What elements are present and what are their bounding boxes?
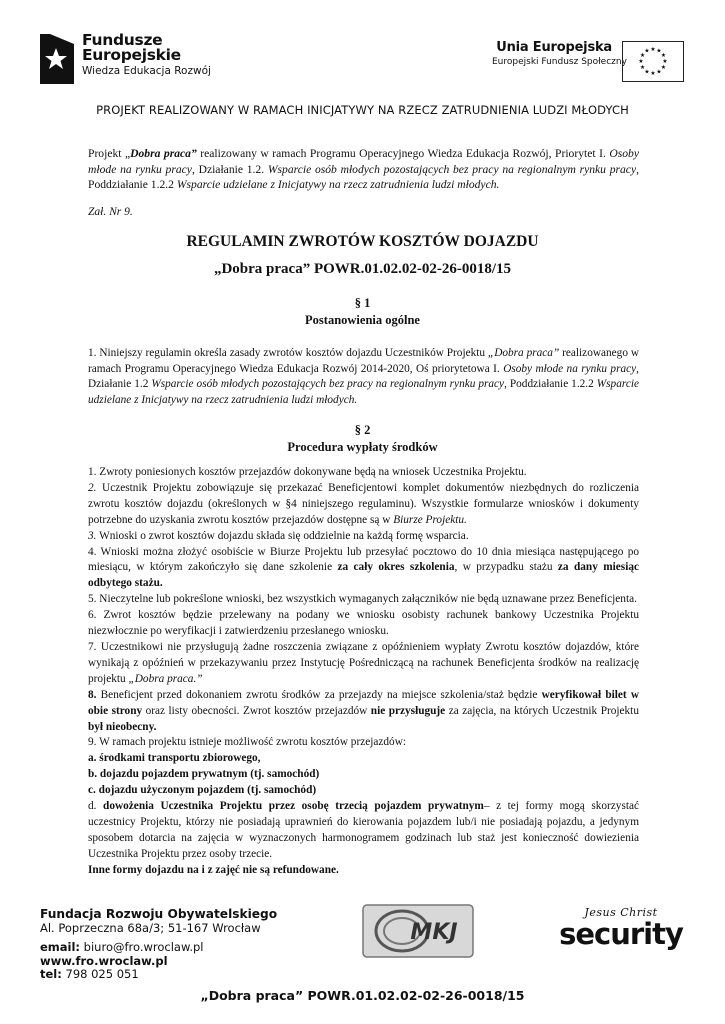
list-item-3: 3. Wnioski o zwrot kosztów dojazdu składa się oddzielnie na każdą formę wsparcia.: [88, 529, 469, 542]
option-b: b. dojazdu pojazdem prywatnym (tj. samochód): [88, 768, 320, 781]
svg-text:★: ★: [656, 68, 662, 76]
list-item-1: 1. Zwroty poniesionych kosztów przejazdów dokonywane będą na wniosek Uczestnika Projektu.: [88, 466, 527, 478]
list-item-8: 8. Beneficjent przed dokonaniem zwrotu środków za przejazdy na miejsce szkolenia/staż będzie weryfikował bilet w obie strony oraz listy obecności. Zwrot kosztów przejazdów nie przysługuje za zajęcia, na których Uczestnik Projektu był nieobecny.: [88, 688, 639, 733]
section-2-heading: Procedura wypłaty środków: [287, 440, 438, 454]
closing-note: Inne formy dojazdu na i z zajęć nie są refundowane.: [88, 863, 339, 876]
svg-text:★: ★: [644, 68, 650, 76]
eu-flag-icon: [622, 41, 684, 82]
ue-logo-line1: Unia Europejska: [496, 40, 612, 55]
project-banner: PROJEKT REALIZOWANY W RAMACH INICJATYWY NA RZECZ ZATRUDNIENIA LUDZI MŁODYCH: [96, 103, 629, 117]
section-1-number: § 1: [354, 296, 371, 310]
list-item-5: 5. Nieczytelne lub pokreślone wnioski, bez wszystkich wymaganych załączników nie będą uznawane przez Beneficjenta.: [88, 593, 637, 606]
svg-text:★: ★: [660, 64, 667, 71]
section-2-number: § 2: [354, 423, 371, 437]
svg-text:★: ★: [650, 70, 656, 77]
option-a: a. środkami transportu zbiorowego,: [88, 752, 261, 765]
fundusze-europejskie-logo: [38, 32, 228, 86]
unia-europejska-logo-text: [492, 40, 627, 67]
section-2-header: [0, 422, 725, 456]
option-c: c. dojazdu użyczonym pojazdem (tj. samochód): [88, 784, 317, 797]
footer-project-code: „Dobra praca” POWR.01.02.02-02-26-0018/15: [200, 988, 525, 1003]
footer-tel: tel: 798 025 051: [40, 967, 139, 981]
svg-text:★: ★: [656, 47, 662, 55]
list-item-4: 4. Wnioski można złożyć osobiście w Biurze Projektu lub przesyłać pocztowo do 10 dnia miesiąca następującego po miesiącu, w którym zakończyło się dane szkolenie za cały okres szkolenia, w przypadku stażu za dany miesiąc odbytego stażu.: [88, 545, 639, 590]
ue-logo-line2: Europejski Fundusz Społeczny: [492, 57, 627, 67]
security-logo-top: Jesus Christ: [584, 906, 658, 919]
fe-logo-line1: Fundusze: [82, 31, 163, 49]
section-2-list: [88, 465, 639, 879]
svg-text:★: ★: [638, 58, 644, 65]
fe-logo-line2: Europejskie: [82, 46, 181, 64]
svg-text:★: ★: [644, 47, 650, 55]
mkj-logo-text: MKJ: [410, 920, 458, 945]
footer-email: email: biuro@fro.wroclaw.pl: [40, 940, 204, 954]
document-subtitle: „Dobra praca” POWR.01.02.02-02-26-0018/15: [213, 261, 512, 277]
list-item-2: 2. Uczestnik Projektu zobowiązuje się przekazać Beneficjentowi komplet dokumentów niezbędnych do rozliczenia zwrotu kosztów dojazdu (określonych w §4 niniejszego regulaminu). Wszystkie formularze wniosków i dokumenty potrzebne do uzyskania zwrotu kosztów przejazdów dostępne są w Biurze Projektu.: [88, 481, 639, 526]
section-1-header: [0, 295, 725, 329]
footer-www[interactable]: www.fro.wroclaw.pl: [40, 953, 168, 968]
section-1-heading: Postanowienia ogólne: [305, 313, 420, 327]
jesus-christ-security-logo: [555, 906, 687, 958]
svg-text:★: ★: [639, 52, 646, 59]
list-item-7: 7. Uczestnikowi nie przysługują żadne roszczenia związane z opóźnieniem wypłaty Zwrotu kosztów dojazdów, które wynikają z opóźnień w przekazywaniu przez Instytucję Pośredniczącą na rachunek Beneficjenta środków na realizację projektu „Dobra praca.”: [88, 640, 639, 685]
svg-text:★: ★: [650, 46, 656, 53]
document-title: REGULAMIN ZWROTÓW KOSZTÓW DOJAZDU: [186, 233, 539, 250]
mkj-logo: [362, 904, 474, 958]
footer-address: Al. Poprzeczna 68a/3; 51-167 Wrocław: [40, 920, 261, 935]
option-d: d. dowożenia Uczestnika Projektu przez osobę trzecią pojazdem prywatnym– z tej formy mogą skorzystać uczestnicy Projektu, którzy nie posiadają uprawnień do kierowania pojazdem lub/i nie posiadają pojazdu, a jedynym sposobem dotarcia na zajęcia w wyznaczonych harmonogramem godzinach lub staż jest konieczność dowiezienia Uczestnika Projektu przez osoby trzecie.: [88, 800, 640, 860]
list-item-6: 6. Zwrot kosztów będzie przelewany na podany we wniosku osobisty rachunek bankowy Uczestnika Projektu niezwłocznie po weryfikacji i zatwierdzeniu przesłanego wniosku.: [88, 609, 639, 638]
svg-text:★: ★: [660, 52, 667, 59]
footer-org-name: Fundacja Rozwoju Obywatelskiego: [40, 907, 278, 921]
svg-text:★: ★: [639, 64, 646, 71]
section-1-paragraph: 1. Niniejszy regulamin określa zasady zwrotów kosztów dojazdu Uczestników Projektu „Dobra praca” realizowanego w ramach Programu Operacyjnego Wiedza Edukacja Rozwój 2014-2020, Oś priorytetowa I. Osoby młode na rynku pracy, Działanie 1.2 Wsparcie osób młodych pozostających bez pracy na regionalnym rynku pracy, Poddziałanie 1.2.2 Wsparcie udzielane z Inicjatywy na rzecz zatrudnienia ludzi młodych.: [88, 347, 640, 406]
fe-logo-line3: Wiedza Edukacja Rozwój: [82, 65, 211, 77]
list-item-9: 9. W ramach projektu istnieje możliwość zwrotu kosztów przejazdów:: [88, 736, 407, 749]
intro-paragraph: Projekt „Dobra praca” realizowany w ramach Programu Operacyjnego Wiedza Edukacja Rozwój, Priorytet I. Osoby młode na rynku pracy, Działanie 1.2. Wsparcie osób młodych pozostających bez pracy na regionalnym rynku pracy, Poddziałanie 1.2.2 Wsparcie udzielane z Inicjatywy na rzecz zatrudnienia ludzi młodych.: [88, 147, 640, 191]
fundusze-europejskie-star-icon: [38, 32, 78, 86]
attachment-number: Zał. Nr 9.: [88, 206, 133, 218]
footer-contact: [40, 908, 277, 982]
security-logo-word: security: [559, 917, 683, 951]
svg-text:★: ★: [662, 58, 668, 65]
